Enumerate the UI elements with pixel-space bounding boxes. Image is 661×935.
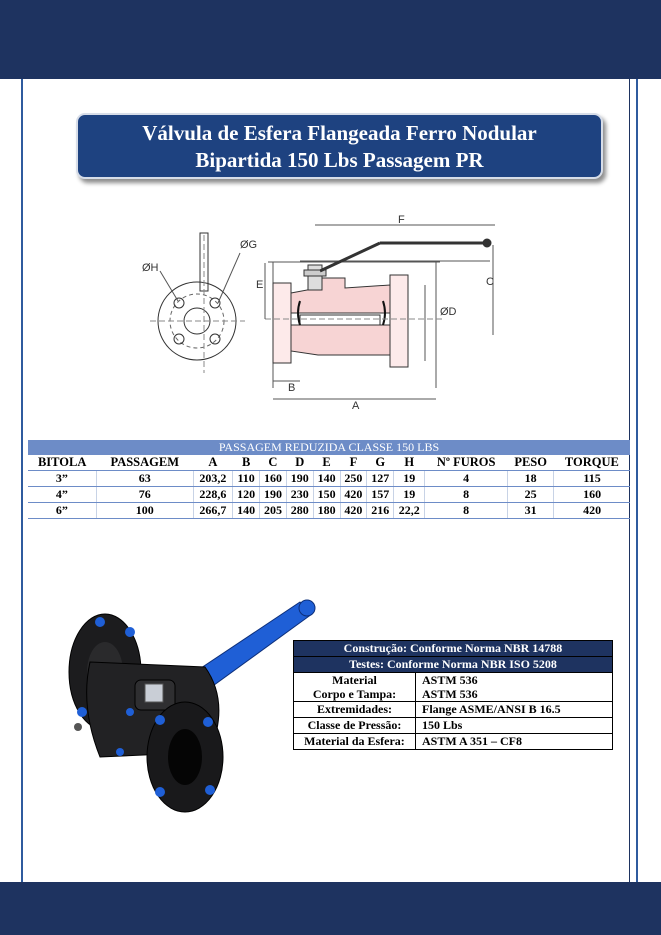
info-value-line: ASTM 536 (422, 687, 478, 701)
table-cell: 266,7 (193, 503, 233, 519)
table-cell: 203,2 (193, 471, 233, 487)
label-od: ØD (440, 306, 457, 318)
table-row (28, 471, 630, 487)
spec-header-row (28, 455, 630, 471)
table-cell: 280 (286, 503, 313, 519)
right-border-line (636, 79, 638, 882)
info-label: Material da Esfera: (294, 734, 416, 750)
table-row (28, 503, 630, 519)
table-cell: 18 (508, 471, 554, 487)
table-cell: 22,2 (394, 503, 425, 519)
table-cell: 4 (425, 471, 508, 487)
info-label: Classe de Pressão: (294, 718, 416, 734)
table-cell: 420 (340, 487, 367, 503)
info-row (294, 718, 613, 734)
info-row (294, 673, 613, 702)
table-cell: 120 (233, 487, 260, 503)
table-cell: 110 (233, 471, 260, 487)
info-label (294, 673, 416, 702)
spec-table (28, 440, 630, 519)
table-cell: 19 (394, 487, 425, 503)
col-header: F (340, 455, 367, 471)
col-header: H (394, 455, 425, 471)
info-row (294, 734, 613, 750)
table-cell: 8 (425, 487, 508, 503)
col-header: PESO (508, 455, 554, 471)
col-header: Nº FUROS (425, 455, 508, 471)
table-cell: 140 (233, 503, 260, 519)
bolt-hole (174, 334, 184, 344)
table-cell: 8 (425, 503, 508, 519)
table-cell: 250 (340, 471, 367, 487)
table-cell: 140 (313, 471, 340, 487)
info-value: ASTM A 351 – CF8 (416, 734, 613, 750)
table-cell: 216 (367, 503, 394, 519)
info-value (416, 673, 613, 702)
info-value: Flange ASME/ANSI B 16.5 (416, 702, 613, 718)
table-cell: 230 (286, 487, 313, 503)
col-header: PASSAGEM (96, 455, 193, 471)
construction-band: Construção: Conforme Norma NBR 14788 (294, 641, 613, 657)
table-cell: 31 (508, 503, 554, 519)
col-header: E (313, 455, 340, 471)
table-cell: 160 (260, 471, 287, 487)
stem-nut (145, 684, 163, 702)
valve-product-image (30, 592, 320, 817)
col-header: A (193, 455, 233, 471)
table-cell: 160 (554, 487, 630, 503)
label-og: ØG (240, 239, 258, 251)
table-cell: 190 (260, 487, 287, 503)
col-header: TORQUE (554, 455, 630, 471)
left-border-line (21, 79, 23, 882)
info-value: 150 Lbs (416, 718, 613, 734)
table-cell: 63 (96, 471, 193, 487)
table-row (28, 487, 630, 503)
bolt-hole (174, 298, 184, 308)
label-a: A (352, 400, 360, 412)
table-cell: 228,6 (193, 487, 233, 503)
info-table (293, 640, 613, 750)
table-cell: 190 (286, 471, 313, 487)
table-cell: 180 (313, 503, 340, 519)
spec-caption: PASSAGEM REDUZIDA CLASSE 150 LBS (28, 440, 630, 455)
table-cell: 25 (508, 487, 554, 503)
table-cell: 19 (394, 471, 425, 487)
col-header: B (233, 455, 260, 471)
col-header: D (286, 455, 313, 471)
col-header: BITOLA (28, 455, 96, 471)
table-cell: 157 (367, 487, 394, 503)
info-label: Extremidades: (294, 702, 416, 718)
table-cell: 4” (28, 487, 96, 503)
col-header: G (367, 455, 394, 471)
table-cell: 127 (367, 471, 394, 487)
table-cell: 100 (96, 503, 193, 519)
title-line-1: Válvula de Esfera Flangeada Ferro Nodular (142, 121, 537, 145)
col-header: C (260, 455, 287, 471)
label-f: F (398, 214, 405, 226)
title-box (76, 113, 603, 179)
info-value-line: ASTM 536 (422, 673, 478, 687)
table-cell: 6” (28, 503, 96, 519)
table-cell: 76 (96, 487, 193, 503)
bolt-hole (210, 334, 220, 344)
label-c: C (486, 276, 494, 288)
top-band (0, 0, 661, 79)
label-e: E (256, 279, 264, 291)
info-label-line: Material (332, 673, 377, 687)
table-cell: 150 (313, 487, 340, 503)
info-label-line: Corpo e Tampa: (312, 687, 397, 701)
bottom-band (0, 882, 661, 935)
title-line-2: Bipartida 150 Lbs Passagem PR (195, 148, 484, 172)
info-row (294, 702, 613, 718)
technical-drawing (140, 213, 530, 413)
table-cell: 3” (28, 471, 96, 487)
table-cell: 420 (554, 503, 630, 519)
label-oh: ØH (142, 262, 159, 274)
table-cell: 115 (554, 471, 630, 487)
table-cell: 205 (260, 503, 287, 519)
table-cell: 420 (340, 503, 367, 519)
label-b: B (288, 382, 296, 394)
tests-band: Testes: Conforme Norma NBR ISO 5208 (294, 657, 613, 673)
